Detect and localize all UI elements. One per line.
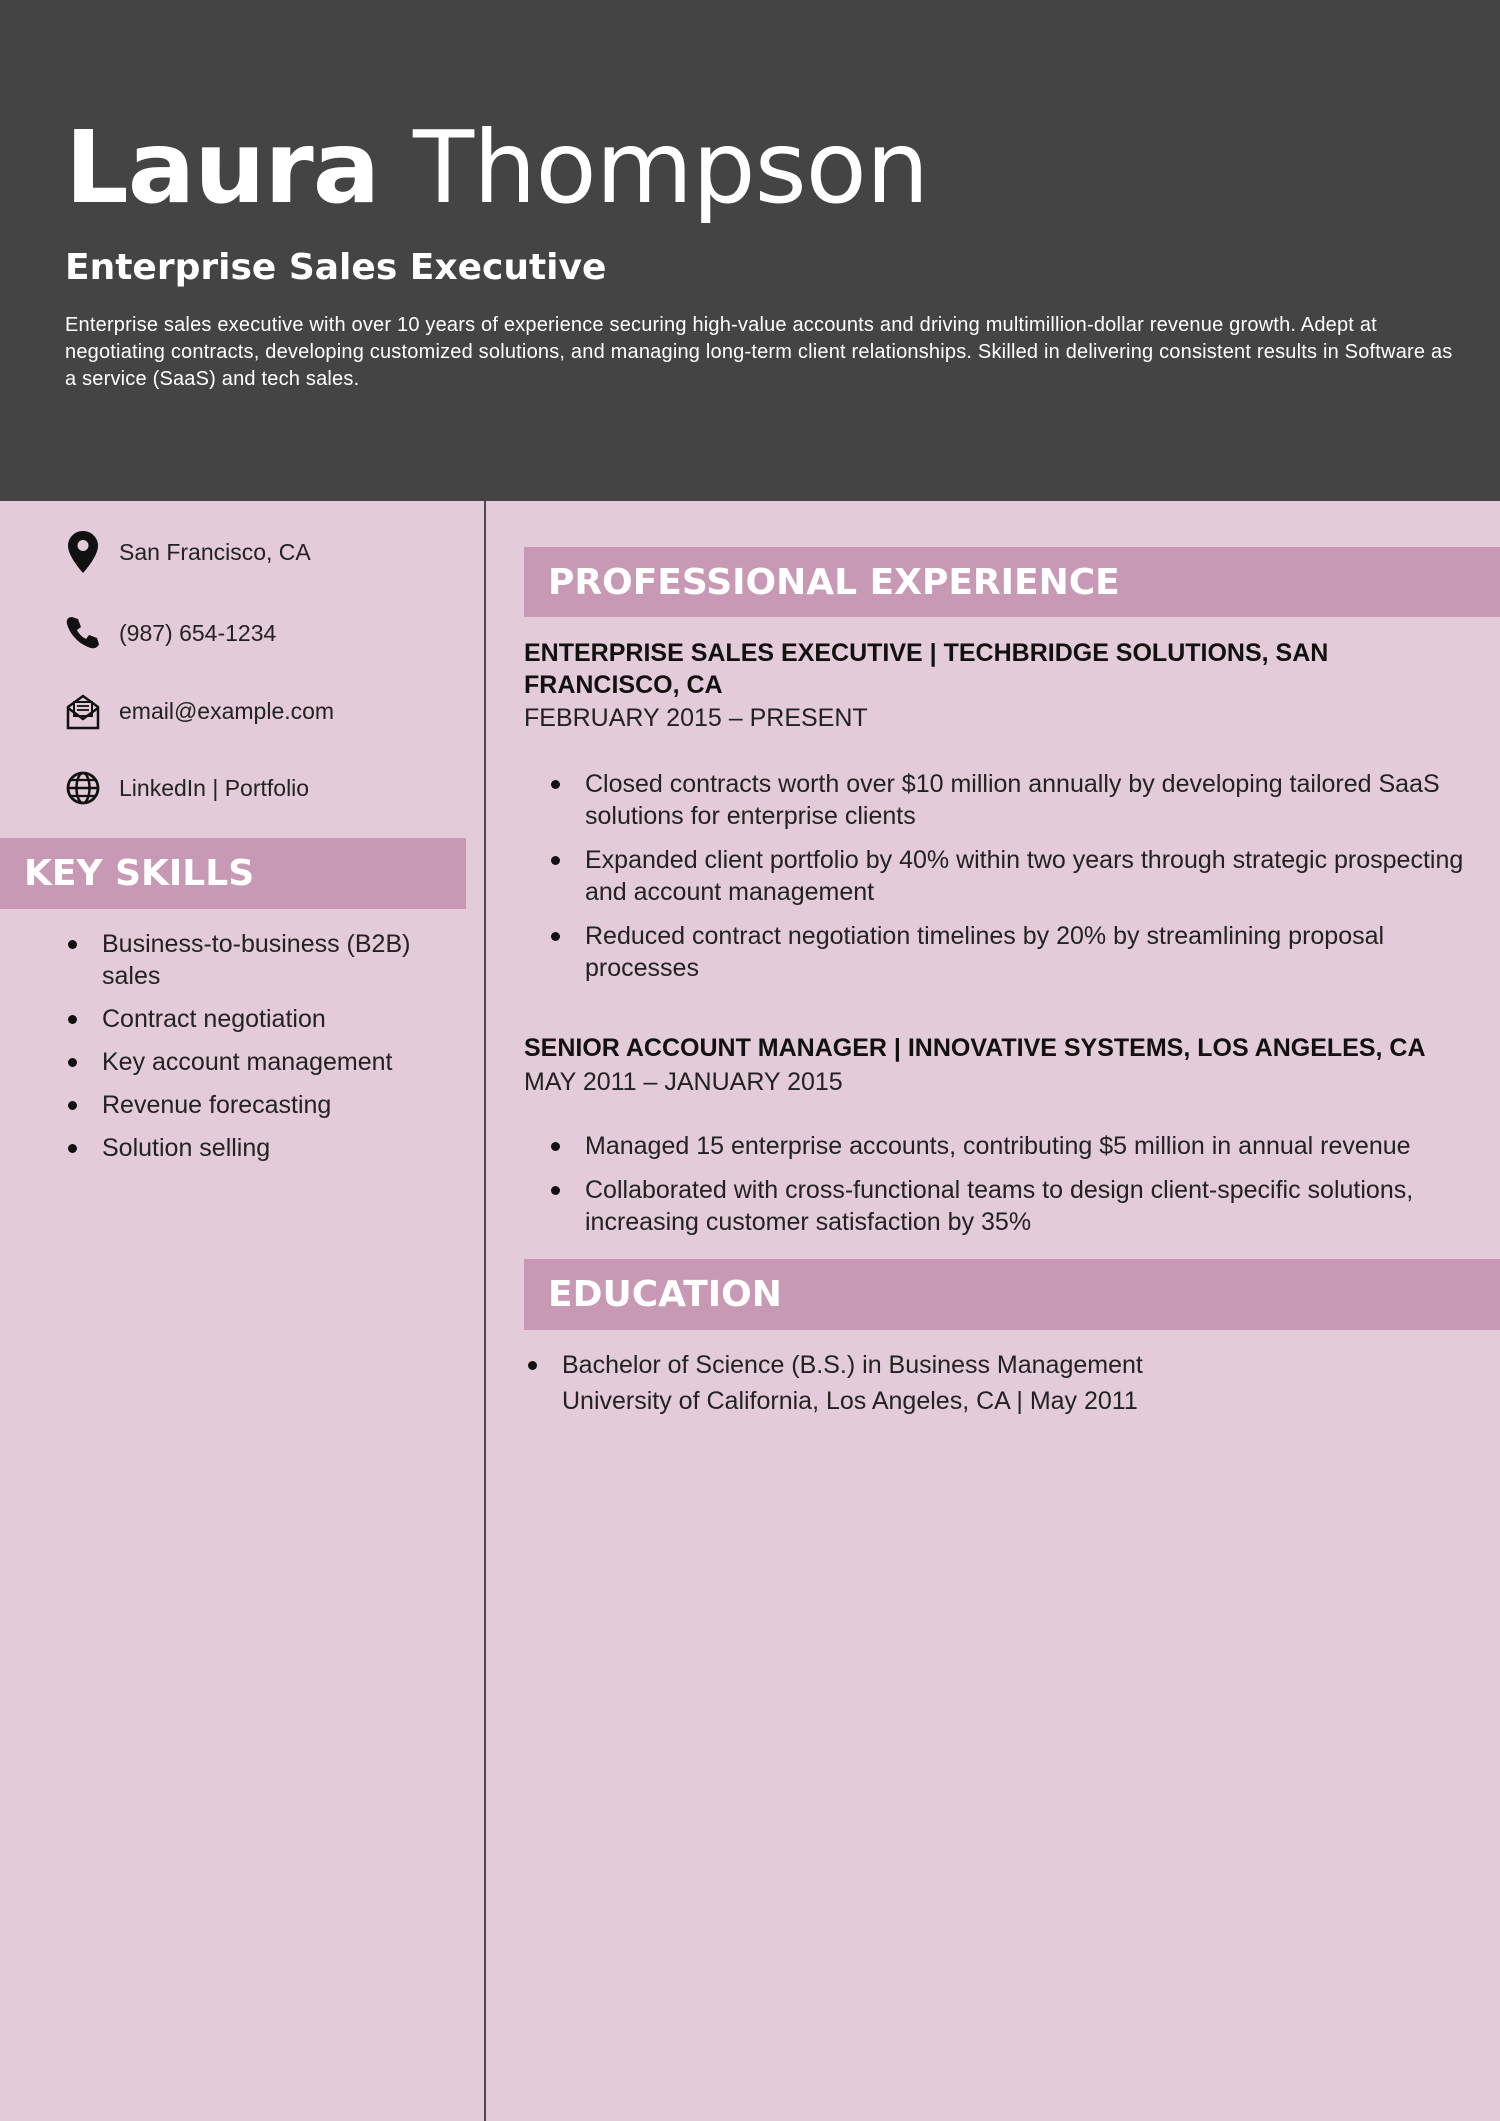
list-item: Managed 15 enterprise accounts, contributing $5 million in annual revenue <box>547 1130 1467 1162</box>
first-name: Laura <box>65 109 380 226</box>
resume-header <box>0 0 1500 501</box>
location-pin-icon <box>65 530 101 574</box>
list-item: Closed contracts worth over $10 million annually by developing tailored SaaS solutions for enterprise clients <box>547 768 1467 832</box>
list-item: Collaborated with cross-functional teams to design client-specific solutions, increasing customer satisfaction by 35% <box>547 1174 1467 1238</box>
email-text[interactable]: email@example.com <box>119 697 335 724</box>
contact-email <box>65 689 465 733</box>
list-item: Expanded client portfolio by 40% within two years through strategic prospecting and account management <box>547 844 1467 908</box>
list-item: Revenue forecasting <box>64 1089 444 1121</box>
contact-links <box>65 766 465 810</box>
candidate-name <box>65 108 928 228</box>
list-item <box>524 1347 1474 1419</box>
phone-icon <box>65 611 101 655</box>
links-text[interactable]: LinkedIn | Portfolio <box>119 774 310 801</box>
education-list <box>524 1347 1474 1419</box>
job-title-2: SENIOR ACCOUNT MANAGER | INNOVATIVE SYSTEMS, LOS ANGELES, CA <box>524 1034 1426 1062</box>
column-divider <box>484 501 486 2121</box>
list-item: Business-to-business (B2B) sales <box>64 928 444 992</box>
experience-heading: PROFESSIONAL EXPERIENCE <box>524 547 1500 617</box>
contact-phone <box>65 611 465 655</box>
list-item: Key account management <box>64 1046 444 1078</box>
summary: Enterprise sales executive with over 10 years of experience securing high-value accounts and driving multimillion-dollar revenue growth. Adept at negotiating contracts, developing customized solutions, and managing long-term client relationships. Skilled in delivering consistent results in Software as a service (SaaS) and tech sales. <box>65 314 1453 390</box>
education-heading: EDUCATION <box>524 1259 1500 1330</box>
job-bullets-2 <box>547 1130 1467 1250</box>
list-item: Solution selling <box>64 1132 444 1164</box>
list-item: Contract negotiation <box>64 1003 444 1035</box>
job-bullets-1 <box>547 768 1467 996</box>
envelope-icon <box>65 689 101 733</box>
job-dates-2: MAY 2011 – JANUARY 2015 <box>524 1068 843 1096</box>
job-dates-1: FEBRUARY 2015 – PRESENT <box>524 704 868 732</box>
location-text: San Francisco, CA <box>119 538 311 565</box>
school: University of California, Los Angeles, CA | May 2011 <box>562 1387 1138 1415</box>
last-name: Thompson <box>413 109 929 226</box>
list-item: Reduced contract negotiation timelines by 20% by streamlining proposal processes <box>547 920 1467 984</box>
job-title-1: ENTERPRISE SALES EXECUTIVE | TECHBRIDGE SOLUTIONS, SAN FRANCISCO, CA <box>524 639 1329 699</box>
phone-text[interactable]: (987) 654-1234 <box>119 619 277 646</box>
skills-list <box>64 928 444 1175</box>
job-title: Enterprise Sales Executive <box>65 247 607 288</box>
globe-icon <box>65 766 101 810</box>
key-skills-heading: KEY SKILLS <box>0 838 466 909</box>
degree: Bachelor of Science (B.S.) in Business Management <box>562 1351 1143 1379</box>
contact-location <box>65 530 465 574</box>
